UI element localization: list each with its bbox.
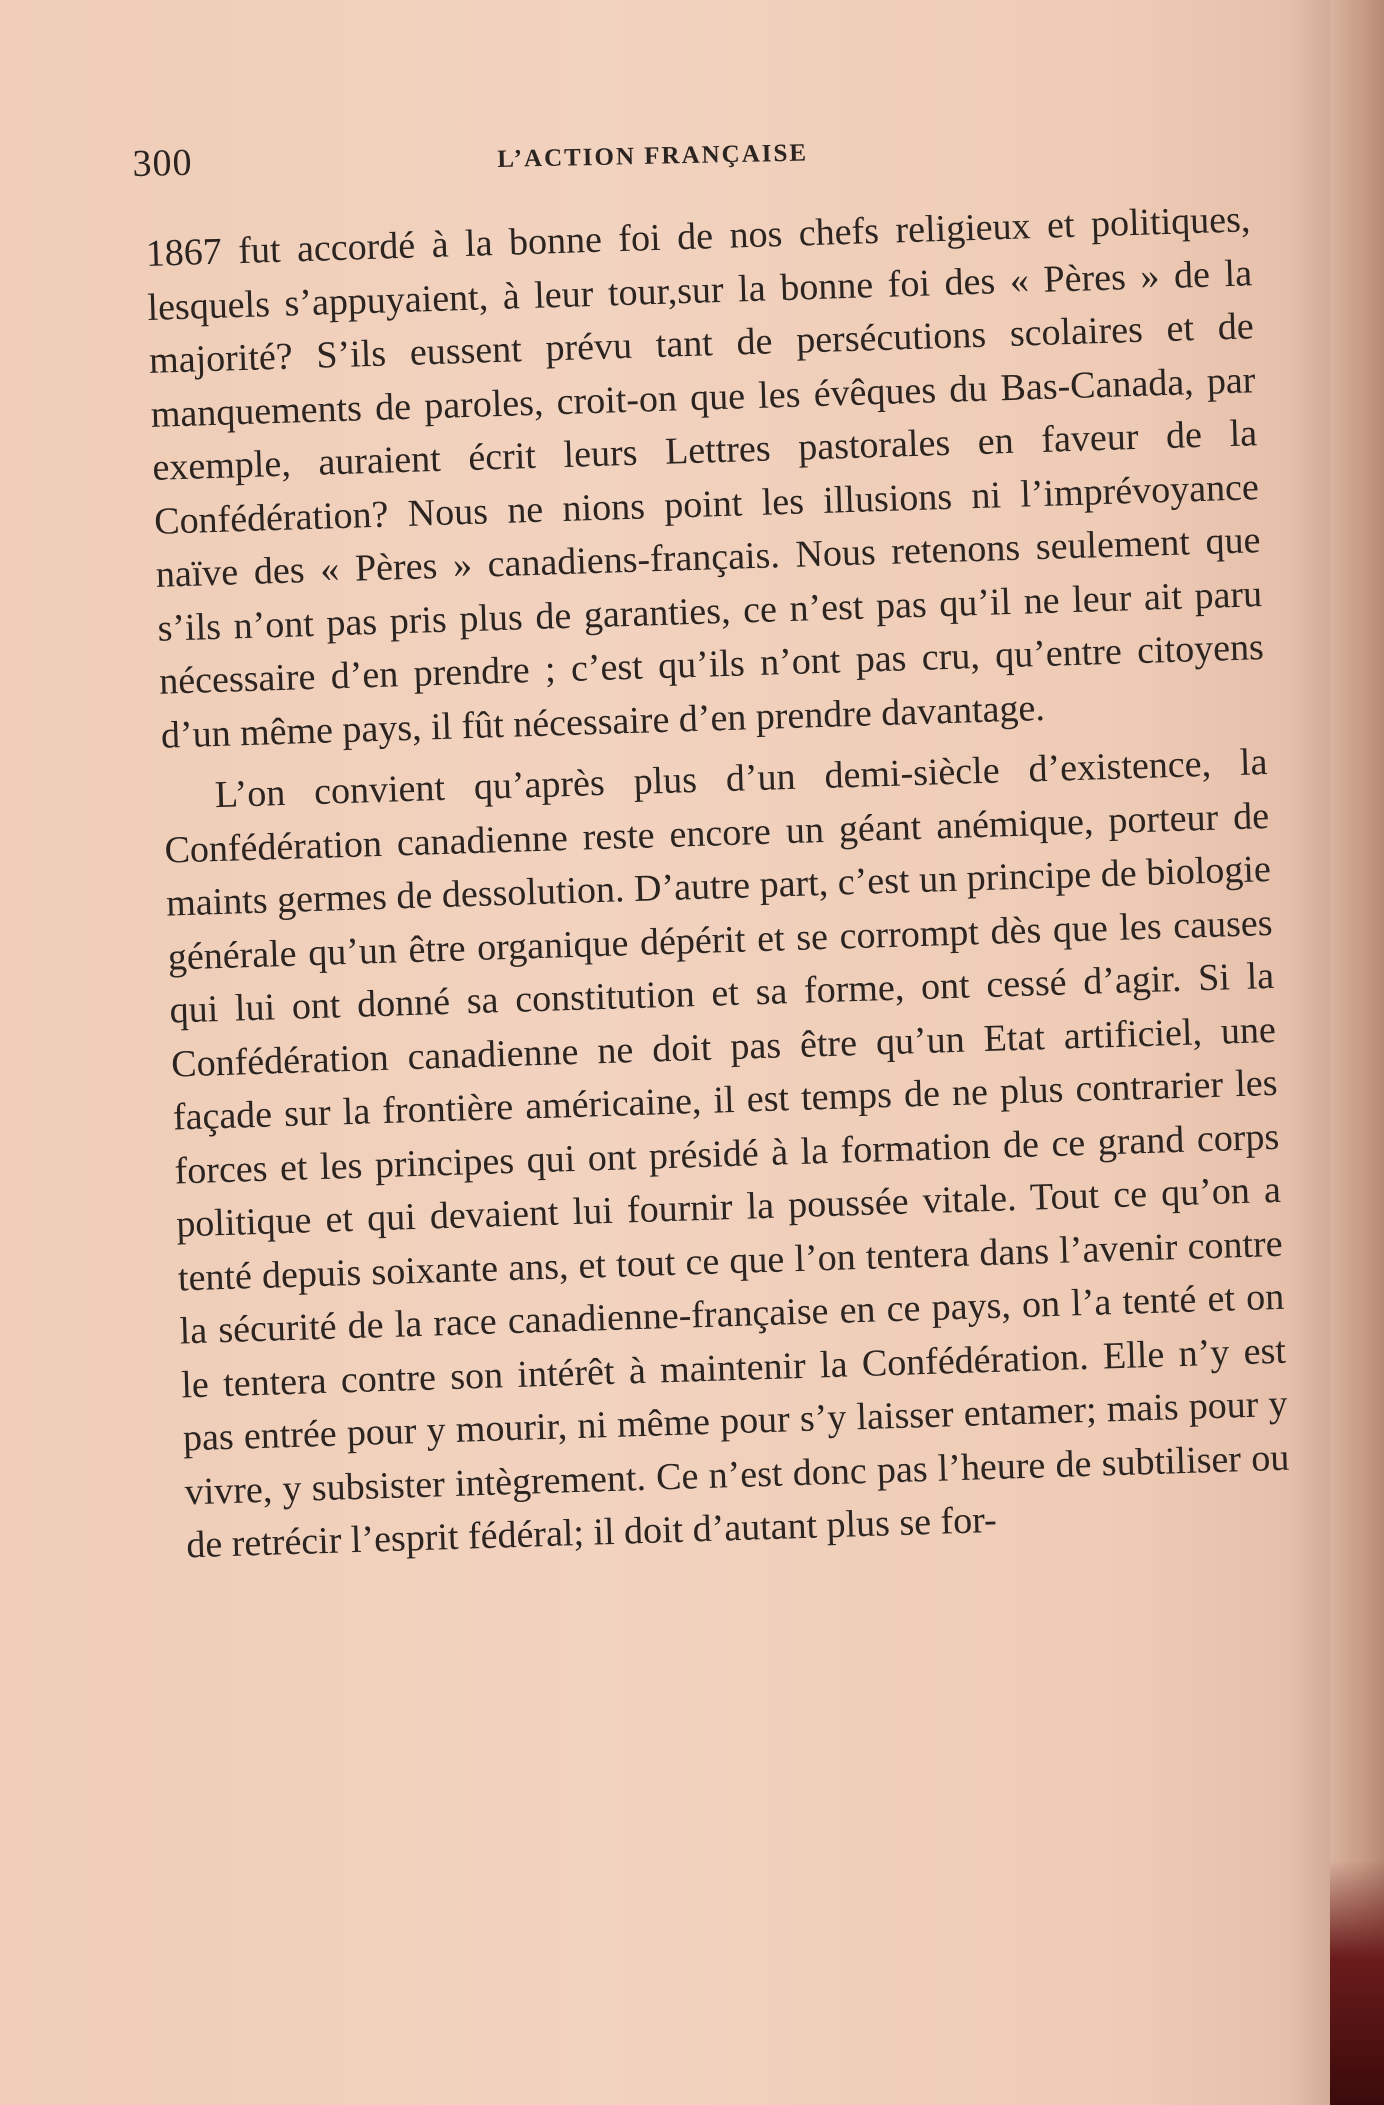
book-cover-edge: [1330, 1860, 1384, 2105]
running-head: L’ACTION FRANÇAISE: [497, 139, 809, 173]
paragraph-1: 1867 fut accordé à la bonne foi de nos chefs religieux et politiques, lesquels s’appuyaient, à leur tour,sur la bonne foi des « Pères » de la majorité? S’ils eussent prévu tant de persécutions scolaires et de manquements de paroles, croit-on que les évêques du Bas-Canada, par exemple, auraient écrit leurs Lettres pastorales en faveur de la Confédération? Nous ne nions point les illusions ni l’imprévoyance naïve des « Pères » canadiens-français. Nous retenons seulement que s’ils n’ont pas pris plus de garanties, ce n’est pas qu’il ne leur ait paru nécessaire d’en prendre ; c’est qu’ils n’ont pas cru, qu’entre citoyens d’un même pays, il fût nécessaire d’en prendre davantage.: [145, 198, 1265, 757]
page-number: 300: [132, 141, 193, 185]
paragraph-2: L’on convient qu’après plus d’un demi-siècle d’existence, la Confédération canadienne reste encore un géant anémique, porteur de maints germes de dessolution. D’autre part, c’est un principe de biologie générale qu’un être organique dépérit et se corrompt dès que les causes qui lui ont donné sa constitution et sa forme, ont cessé d’agir. Si la Confédération canadienne ne doit pas être qu’un Etat artificiel, une façade sur la frontière américaine, il est temps de ne plus contrarier les forces et les principes qui ont présidé à la formation de ce grand corps politique et qui devaient lui fournir la poussée vitale. Tout ce qu’on a tenté depuis soixante ans, et tout ce que l’on tentera dans l’avenir contre la sécurité de la race canadienne-française en ce pays, on l’a tenté et on le tentera contre son intérêt à maintenir la Confédération. Elle n’y est pas entrée pour y mourir, ni même pour s’y laisser entamer; mais pour y vivre, y subsister intègrement. Ce n’est donc pas l’heure de subtiliser ou de retrécir l’esprit fédéral; il doit d’autant plus se for-: [163, 741, 1290, 1567]
page-edge-shadow: [1290, 0, 1330, 2105]
page-header: [132, 139, 852, 192]
book-fore-edge: [1330, 0, 1384, 2105]
body-text: [145, 193, 1292, 1573]
